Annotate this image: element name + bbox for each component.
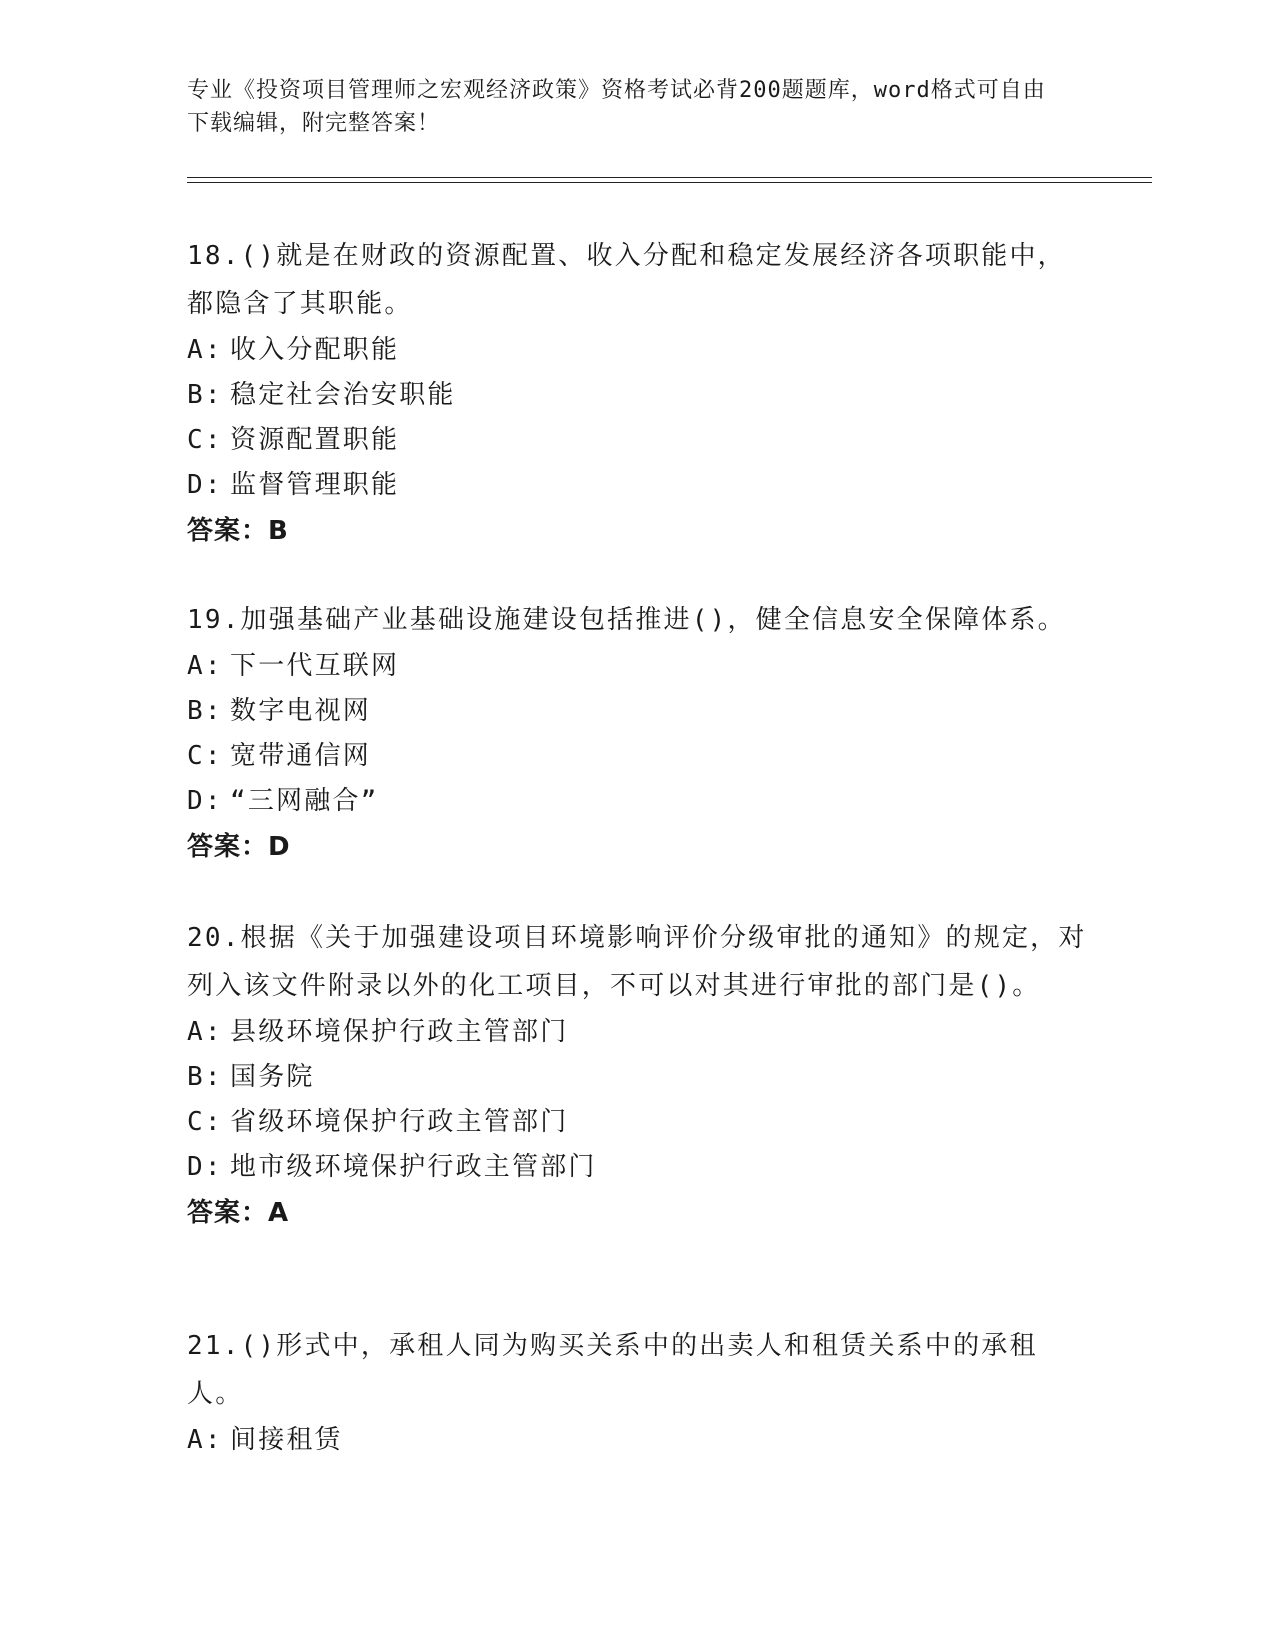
option-key: C:: [187, 425, 223, 455]
header-rule-top: [187, 177, 1152, 178]
question-stem: 19.加强基础产业基础设施建设包括推进()，健全信息安全保障体系。: [187, 605, 1066, 635]
answer-line: 答案：B: [187, 516, 289, 546]
option-a: [187, 328, 1087, 373]
question-stem: 21.()形式中，承租人同为购买关系中的出卖人和租赁关系中的承租人。: [187, 1331, 1038, 1409]
option-a: [187, 644, 1087, 689]
option-text: “三网融合”: [230, 786, 379, 816]
option-a: [187, 1418, 1087, 1463]
option-key: A:: [187, 651, 223, 681]
option-c: [187, 418, 1087, 463]
option-key: A:: [187, 335, 223, 365]
option-b: [187, 1055, 1087, 1100]
option-key: B:: [187, 696, 223, 726]
option-key: B:: [187, 1062, 223, 1092]
option-key: D:: [187, 470, 223, 500]
option-b: [187, 373, 1087, 418]
header-rule-bottom: [187, 182, 1152, 183]
option-c: [187, 1100, 1087, 1145]
option-a: [187, 1010, 1087, 1055]
option-c: [187, 734, 1087, 779]
question-20: [187, 914, 1087, 1236]
option-text: 资源配置职能: [230, 425, 400, 455]
option-text: 下一代互联网: [230, 651, 400, 681]
option-text: 监督管理职能: [230, 470, 400, 500]
answer-line: 答案：A: [187, 1198, 290, 1228]
document-header: 专业《投资项目管理师之宏观经济政策》资格考试必背200题题库，word格式可自由下载编辑，附完整答案！: [187, 78, 1046, 136]
option-text: 县级环境保护行政主管部门: [230, 1017, 569, 1047]
option-key: A:: [187, 1425, 223, 1455]
option-text: 间接租赁: [230, 1425, 343, 1455]
option-key: B:: [187, 380, 223, 410]
option-key: C:: [187, 741, 223, 771]
option-key: D:: [187, 1152, 223, 1182]
option-key: C:: [187, 1107, 223, 1137]
question-19: [187, 596, 1087, 870]
option-text: 稳定社会治安职能: [230, 380, 456, 410]
question-stem: 20.根据《关于加强建设项目环境影响评价分级审批的通知》的规定，对列入该文件附录以外的化工项目，不可以对其进行审批的部门是()。: [187, 923, 1087, 1001]
option-text: 地市级环境保护行政主管部门: [230, 1152, 597, 1182]
question-18: [187, 232, 1087, 554]
option-text: 收入分配职能: [230, 335, 400, 365]
option-d: [187, 1145, 1087, 1190]
option-key: A:: [187, 1017, 223, 1047]
question-stem: 18.()就是在财政的资源配置、收入分配和稳定发展经济各项职能中，都隐含了其职能。: [187, 241, 1066, 319]
question-21: [187, 1322, 1087, 1463]
option-key: D:: [187, 786, 223, 816]
answer-line: 答案：D: [187, 832, 291, 862]
option-text: 宽带通信网: [230, 741, 372, 771]
option-b: [187, 689, 1087, 734]
option-d: [187, 463, 1087, 508]
option-d: [187, 779, 1087, 824]
option-text: 数字电视网: [230, 696, 372, 726]
option-text: 省级环境保护行政主管部门: [230, 1107, 569, 1137]
option-text: 国务院: [230, 1062, 315, 1092]
